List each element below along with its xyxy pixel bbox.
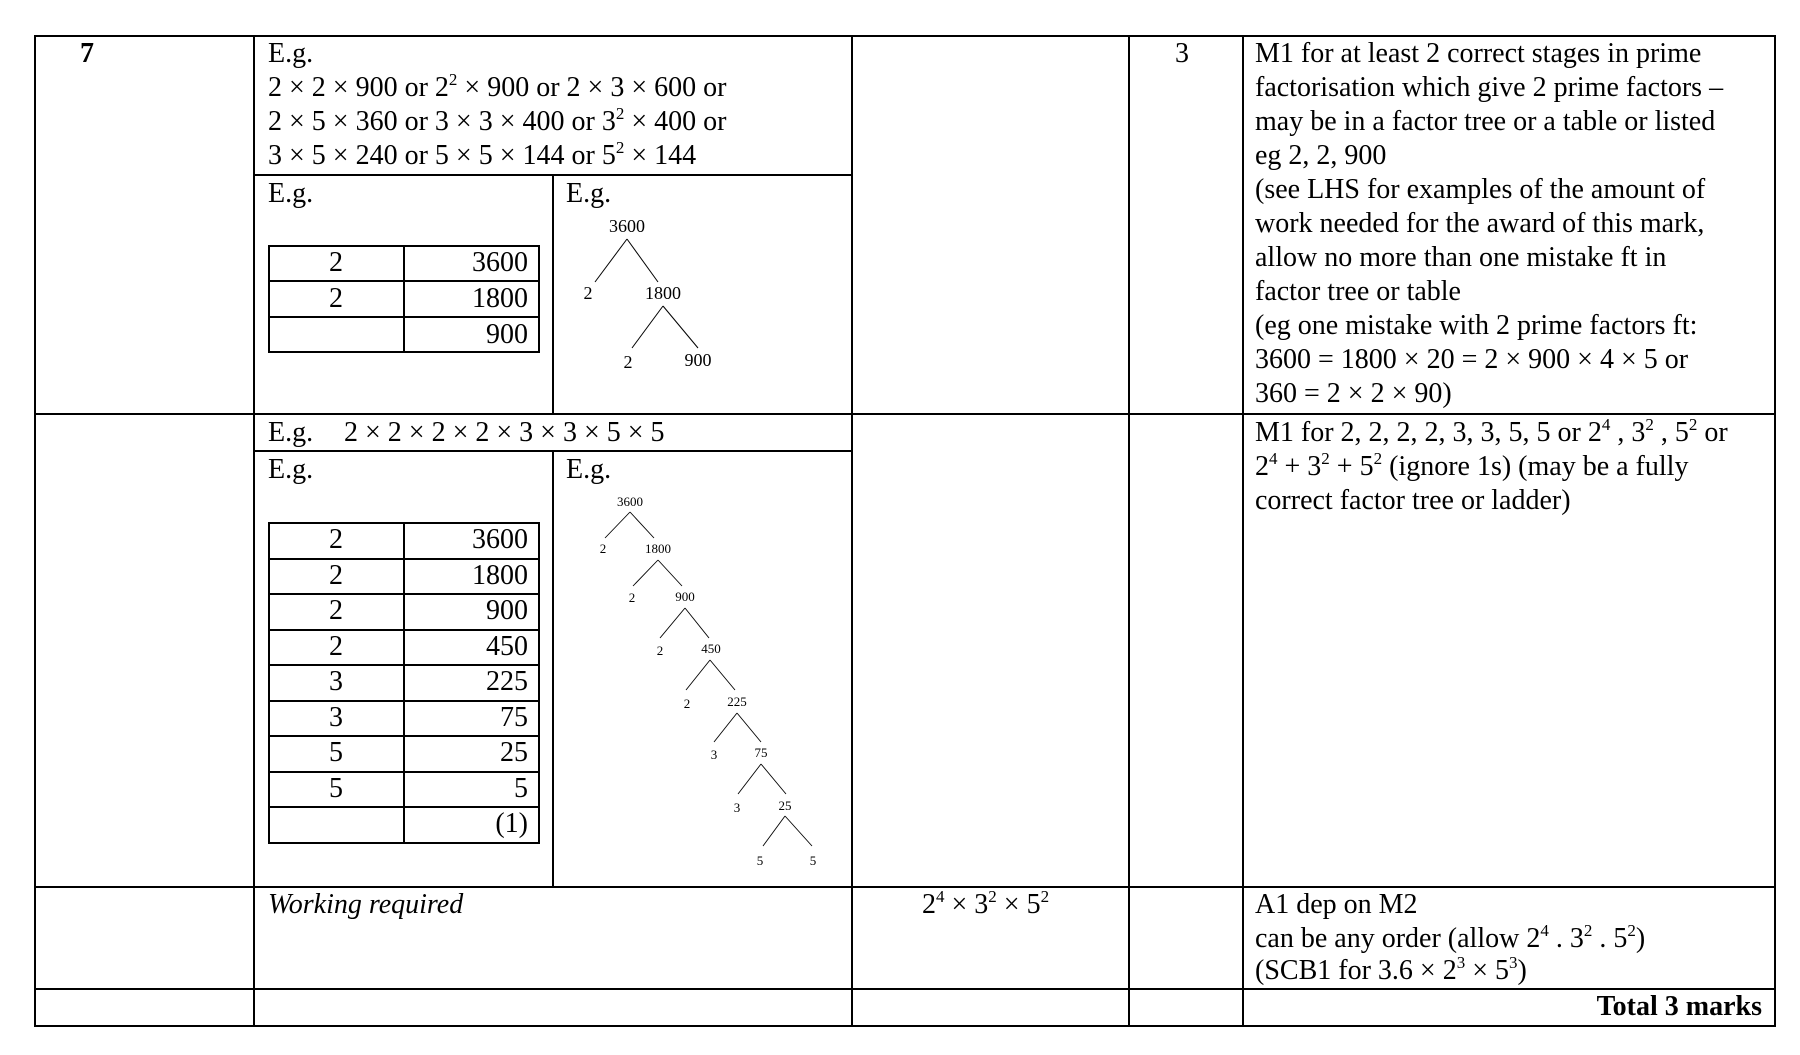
row1-mark: 3 xyxy=(1175,38,1189,69)
tree1-branch xyxy=(627,239,658,282)
tree1-node: 1800 xyxy=(645,283,681,303)
row3-answer: $2^4 \times 3^2 \times 5^2$ xyxy=(922,887,1050,920)
row1-ladder-line xyxy=(538,245,540,352)
row1-note-line: factorisation which give 2 prime factors – xyxy=(1255,72,1724,103)
tree1-branch xyxy=(595,239,627,282)
row1-note-line: may be in a factor tree or a table or listed xyxy=(1255,106,1716,137)
row2-ladder-divisor: 3 xyxy=(329,666,343,697)
row2-ladder-value: 900 xyxy=(486,595,528,626)
tree2-branch xyxy=(658,560,682,586)
row2-note-line: correct factor tree or ladder) xyxy=(1255,485,1571,516)
row1-ladder-value: 1800 xyxy=(472,283,528,314)
row1-note-line: factor tree or table xyxy=(1255,276,1461,307)
row2-ladder-divisor: 2 xyxy=(329,524,343,555)
row1-eg-label: E.g. xyxy=(268,38,314,69)
row2-ladder-divisor: 2 xyxy=(329,631,343,662)
row2-ladder-divisor: 5 xyxy=(329,737,343,768)
row1-note-line: 3600 = 1800 × 20 = 2 × 900 × 4 × 5 or xyxy=(1255,344,1689,375)
row1-working-line-1: 2 × 2 × 900 or $2^2 \times 900$ or 2 × 3 × 600 or xyxy=(268,70,727,103)
row1-note-line: (eg one mistake with 2 prime factors ft: xyxy=(1255,310,1698,341)
col-border-3 xyxy=(1128,35,1130,1027)
row2-note-line: $2^4 + 3^2 + 5^2$ (ignore 1s) (may be a fully xyxy=(1255,449,1689,482)
row1-working-line-2: 2 × 5 × 360 or 3 × 3 × 400 or $3^2 \times 400$ or xyxy=(268,104,727,137)
tree2-branch xyxy=(605,512,630,538)
row1-bottom-border xyxy=(34,413,1776,415)
row1-ladder-value: 3600 xyxy=(472,247,528,278)
tree2-leaf: 2 xyxy=(656,643,664,658)
tree2-branch xyxy=(737,713,761,742)
row2-ladder-value: 225 xyxy=(486,666,528,697)
row2-factor-tree xyxy=(590,492,850,882)
row2-ladder-value: 3600 xyxy=(472,524,528,555)
table-bottom-border xyxy=(34,1025,1776,1027)
row2-ladder-divisor: 5 xyxy=(329,773,343,804)
tree2-node: 25 xyxy=(778,798,792,813)
row2-ladder-value: 450 xyxy=(486,631,528,662)
tree2-branch xyxy=(630,512,654,538)
row1-subcell-vdivider xyxy=(552,174,554,414)
row1-ladder-line xyxy=(403,245,405,352)
tree2-leaf: 2 xyxy=(683,696,691,711)
tree2-node: 3600 xyxy=(617,494,643,509)
tree2-branch xyxy=(738,764,761,794)
tree2-leaf: 2 xyxy=(628,590,636,605)
tree1-branch xyxy=(632,306,663,348)
row2-ladder-divisor: 2 xyxy=(329,560,343,591)
tree2-node: 900 xyxy=(675,589,695,604)
row2-ladder-divisor: 3 xyxy=(329,702,343,733)
tree2-node: 225 xyxy=(727,694,747,709)
col-border-4 xyxy=(1242,35,1244,1027)
row2-ladder-value: 25 xyxy=(500,737,528,768)
tree2-leaf: 2 xyxy=(599,541,607,556)
tree2-branch xyxy=(685,608,709,638)
row2-working: 2 × 2 × 2 × 2 × 3 × 3 × 5 × 5 xyxy=(344,417,665,448)
row1-note-line: (see LHS for examples of the amount of xyxy=(1255,174,1706,205)
tree2-branch xyxy=(714,713,737,742)
col-border-0 xyxy=(34,35,36,1027)
row1-ladder-divisor: 2 xyxy=(329,247,343,278)
question-number: 7 xyxy=(80,38,94,69)
row2-ladder-value: 75 xyxy=(500,702,528,733)
tree2-leaf: 5 xyxy=(756,853,764,868)
row1-note-line: allow no more than one mistake ft in xyxy=(1255,242,1667,273)
row2-subcell-vdivider xyxy=(552,450,554,887)
tree2-branch xyxy=(660,608,685,638)
col-border-5 xyxy=(1774,35,1776,1027)
row1-factor-tree xyxy=(555,210,795,380)
col-border-2 xyxy=(851,35,853,1027)
row2-tree-label: E.g. xyxy=(566,454,612,485)
row2-ladder-value: (1) xyxy=(495,808,528,839)
tree2-branch xyxy=(633,560,658,586)
tree2-node: 1800 xyxy=(645,541,671,556)
tree2-branch xyxy=(761,764,786,794)
tree2-node: 5 xyxy=(809,853,817,868)
tree1-node: 900 xyxy=(684,350,712,370)
row3-bottom-border xyxy=(34,988,1776,990)
row2-ladder-line xyxy=(268,522,270,843)
row2-ladder-table xyxy=(268,522,540,844)
row1-note-line: 360 = 2 × 2 × 90) xyxy=(1255,378,1452,409)
tree2-node: 450 xyxy=(701,641,721,656)
row3-working-required: Working required xyxy=(268,889,464,920)
row2-ladder-label: E.g. xyxy=(268,454,314,485)
col-border-1 xyxy=(253,35,255,1027)
row3-note-line: (SCB1 for $3.6 \times 2^3 \times 5^3$) xyxy=(1255,953,1527,986)
row2-ladder-line xyxy=(538,522,540,843)
tree1-leaf: 2 xyxy=(623,352,633,372)
row2-ladder-value: 1800 xyxy=(472,560,528,591)
row2-ladder-divisor: 2 xyxy=(329,595,343,626)
row1-ladder-label: E.g. xyxy=(268,178,314,209)
tree2-branch xyxy=(686,660,710,690)
row1-ladder-line xyxy=(268,245,270,352)
tree2-branch xyxy=(763,816,785,846)
tree1-branch xyxy=(663,306,698,348)
row1-working-line-3: 3 × 5 × 240 or 5 × 5 × 144 or $5^2 \times 144$ xyxy=(268,138,697,171)
row2-note-line: M1 for 2, 2, 2, 2, 3, 3, 5, 5 or $2^4$ , $3^2$ , $5^2$ or xyxy=(1255,415,1728,448)
tree1-leaf: 2 xyxy=(583,283,593,303)
row1-note-line: M1 for at least 2 correct stages in prime xyxy=(1255,38,1702,69)
row1-ladder-table xyxy=(268,245,540,353)
row2-ladder-line xyxy=(403,522,405,843)
tree2-branch xyxy=(785,816,812,846)
row1-tree-label: E.g. xyxy=(566,178,612,209)
row1-note-line: eg 2, 2, 900 xyxy=(1255,140,1387,171)
tree2-leaf: 3 xyxy=(733,800,741,815)
tree2-node: 75 xyxy=(754,745,768,760)
row1-ladder-value: 900 xyxy=(486,319,528,350)
total-marks: Total 3 marks xyxy=(1596,991,1762,1022)
tree2-leaf: 3 xyxy=(710,747,718,762)
row1-note-line: work needed for the award of this mark, xyxy=(1255,208,1705,239)
row2-eg-label: E.g. xyxy=(268,417,314,448)
tree2-branch xyxy=(710,660,735,690)
row1-ladder-divisor: 2 xyxy=(329,283,343,314)
row3-note-line: can be any order (allow $2^4$ . $3^2$ . $5^2$) xyxy=(1255,921,1646,954)
tree1-root: 3600 xyxy=(609,216,645,236)
row3-note-line: A1 dep on M2 xyxy=(1255,889,1418,920)
row2-ladder-value: 5 xyxy=(514,773,528,804)
